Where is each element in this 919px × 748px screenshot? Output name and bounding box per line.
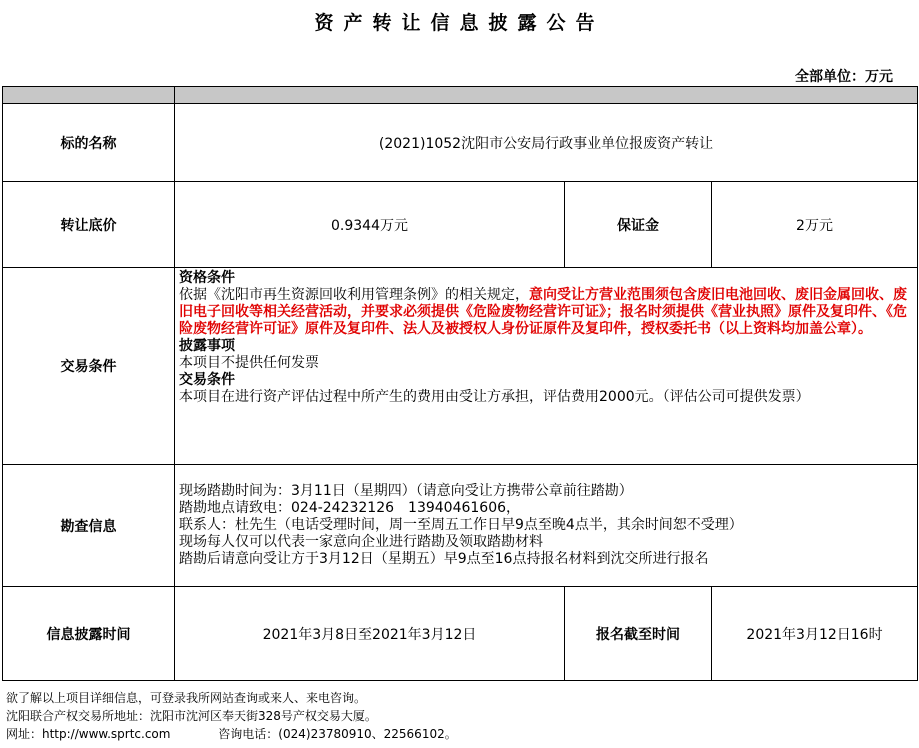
footer bbox=[6, 689, 457, 743]
price-label: 转让底价 bbox=[3, 182, 175, 268]
inspection-line: 联系人：杜先生（电话受理时间，周一至周五工作日早9点至晚4点半，其余时间恕不受理） bbox=[179, 517, 743, 533]
inspection-line: 踏勘地点请致电：024-24232126 13940461606， bbox=[179, 500, 521, 516]
disclosure-heading: 披露事项 bbox=[179, 338, 235, 354]
header-bar-cell-1 bbox=[3, 87, 175, 104]
disclosure-time-label: 信息披露时间 bbox=[3, 587, 175, 681]
qualification-heading: 资格条件 bbox=[179, 270, 235, 286]
deadline-value: 2021年3月12日16时 bbox=[712, 587, 918, 681]
subject-label: 标的名称 bbox=[3, 104, 175, 182]
subject-value: (2021)1052沈阳市公安局行政事业单位报废资产转让 bbox=[175, 104, 918, 182]
header-bar-row bbox=[3, 87, 918, 104]
deposit-label: 保证金 bbox=[565, 182, 712, 268]
timing-row bbox=[3, 587, 918, 681]
conditions-row bbox=[3, 268, 918, 465]
unit-note: 全部单位：万元 bbox=[795, 69, 893, 85]
footer-website: 网址：http://www.sprtc.com bbox=[6, 727, 171, 741]
trade-text: 本项目在进行资产评估过程中所产生的费用由受让方承担，评估费用2000元。（评估公司可提供发票） bbox=[179, 389, 810, 405]
deposit-value: 2万元 bbox=[712, 182, 918, 268]
conditions-content bbox=[175, 268, 918, 465]
inspection-row bbox=[3, 465, 918, 587]
subject-row bbox=[3, 104, 918, 182]
conditions-label: 交易条件 bbox=[3, 268, 175, 465]
footer-address: 沈阳联合产权交易所地址：沈阳市沈河区奉天街328号产权交易大厦。 bbox=[6, 709, 377, 723]
disclosure-text: 本项目不提供任何发票 bbox=[179, 355, 319, 371]
deadline-label: 报名截至时间 bbox=[565, 587, 712, 681]
footer-contact-line bbox=[6, 725, 457, 743]
header-bar-cell-2 bbox=[175, 87, 918, 104]
qualification-text bbox=[179, 287, 913, 338]
disclosure-table bbox=[2, 86, 918, 681]
inspection-line: 现场每人仅可以代表一家意向企业进行踏勘及领取踏勘材料 bbox=[179, 534, 543, 550]
inspection-line: 踏勘后请意向受让方于3月12日（星期五）早9点至16点持报名材料到沈交所进行报名 bbox=[179, 551, 709, 567]
qualification-text-red: 意向受让方营业范围须包含废旧电池回收、废旧金属回收、废旧电子回收等相关经营活动，并要求必须提供《危险废物经营许可证》；报名时须提供《营业执照》原件及复印件、《危险废物经营许可证》原件及复印件、法人及被授权人身份证原件及复印件，授权委托书（以上资料均加盖公章）。 bbox=[179, 287, 907, 337]
price-value: 0.9344万元 bbox=[175, 182, 565, 268]
disclosure-time-value: 2021年3月8日至2021年3月12日 bbox=[175, 587, 565, 681]
qualification-text-plain: 依据《沈阳市再生资源回收利用管理条例》的相关规定， bbox=[179, 287, 529, 303]
footer-phone: 咨询电话：(024)23780910、22566102。 bbox=[218, 727, 457, 741]
trade-heading: 交易条件 bbox=[179, 372, 235, 388]
inspection-content bbox=[175, 465, 918, 587]
inspection-label: 勘查信息 bbox=[3, 465, 175, 587]
price-row bbox=[3, 182, 918, 268]
footer-line-1: 欲了解以上项目详细信息，可登录我所网站查询或来人、来电咨询。 bbox=[6, 691, 367, 705]
inspection-line: 现场踏勘时间为：3月11日（星期四）（请意向受让方携带公章前往踏勘） bbox=[179, 483, 633, 499]
page-title: 资产转让信息披露公告 bbox=[314, 12, 605, 34]
